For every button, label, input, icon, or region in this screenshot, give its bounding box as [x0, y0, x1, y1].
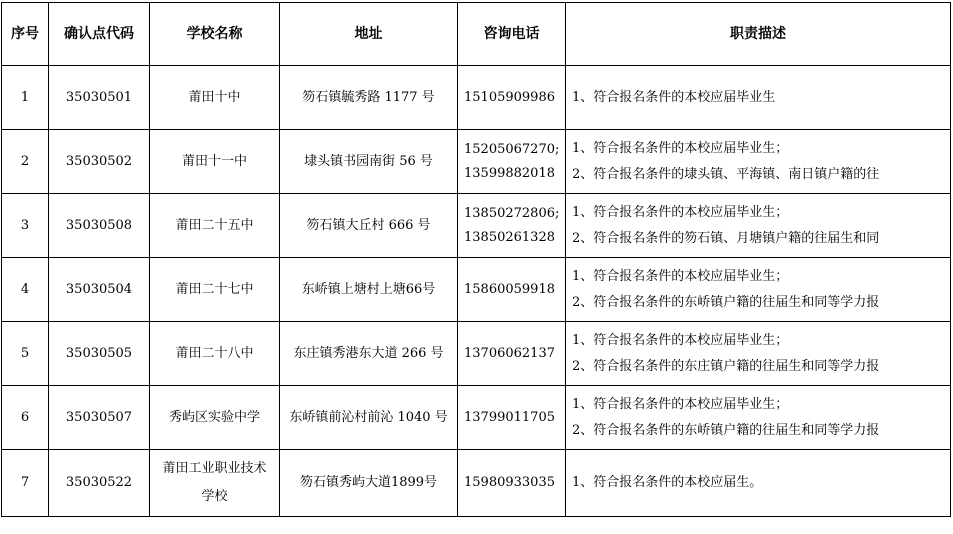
- header-address: 地址: [280, 3, 458, 66]
- table-row: [2, 130, 951, 194]
- cell-seq: 7: [2, 450, 49, 517]
- cell-seq: 5: [2, 322, 49, 386]
- cell-phone: 13850272806;13850261328: [458, 194, 566, 258]
- cell-code: 35030505: [49, 322, 150, 386]
- cell-seq: 2: [2, 130, 49, 194]
- cell-phone: 13799011705: [458, 386, 566, 450]
- cell-seq: 4: [2, 258, 49, 322]
- header-seq: 序号: [2, 3, 49, 66]
- cell-duty: [566, 258, 951, 322]
- cell-phone: 15980933035: [458, 450, 566, 517]
- cell-code: 35030508: [49, 194, 150, 258]
- cell-address: 东庄镇秀港东大道 266 号: [280, 322, 458, 386]
- cell-address: 东峤镇前沁村前沁 1040 号: [280, 386, 458, 450]
- cell-address: 笏石镇秀屿大道1899号: [280, 450, 458, 517]
- duty-line: 2、符合报名条件的埭头镇、平海镇、南日镇户籍的往: [572, 166, 880, 182]
- cell-school: 莆田工业职业技术学校: [150, 450, 280, 517]
- cell-seq: 3: [2, 194, 49, 258]
- cell-duty: [566, 322, 951, 386]
- duty-line: 1、符合报名条件的本校应届毕业生；: [572, 268, 789, 284]
- header-duty: 职责描述: [566, 3, 951, 66]
- table-header-row: [2, 3, 951, 66]
- duty-line: 2、符合报名条件的东峤镇户籍的往届生和同等学力报: [572, 422, 880, 438]
- cell-address: 笏石镇毓秀路 1177 号: [280, 66, 458, 130]
- duty-line: 1、符合报名条件的本校应届毕业生；: [572, 396, 789, 412]
- header-code: 确认点代码: [49, 3, 150, 66]
- enrollment-confirmation-table: [1, 2, 951, 517]
- cell-phone: 15860059918: [458, 258, 566, 322]
- duty-line: 1、符合报名条件的本校应届毕业生；: [572, 332, 789, 348]
- cell-address: 东峤镇上塘村上塘66号: [280, 258, 458, 322]
- header-school: 学校名称: [150, 3, 280, 66]
- cell-school: 莆田二十七中: [150, 258, 280, 322]
- cell-school: 莆田十中: [150, 66, 280, 130]
- cell-school: 莆田二十五中: [150, 194, 280, 258]
- cell-code: 35030522: [49, 450, 150, 517]
- cell-school: 莆田二十八中: [150, 322, 280, 386]
- cell-seq: 6: [2, 386, 49, 450]
- cell-phone: 13706062137: [458, 322, 566, 386]
- duty-line: 2、符合报名条件的东庄镇户籍的往届生和同等学力报: [572, 358, 880, 374]
- cell-duty: [566, 194, 951, 258]
- table-row: [2, 66, 951, 130]
- cell-code: 35030502: [49, 130, 150, 194]
- cell-phone: 15205067270;13599882018: [458, 130, 566, 194]
- duty-line: 1、符合报名条件的本校应届毕业生；: [572, 204, 789, 220]
- table-row: [2, 194, 951, 258]
- header-phone: 咨询电话: [458, 3, 566, 66]
- cell-address: 笏石镇大丘村 666 号: [280, 194, 458, 258]
- duty-line: 1、符合报名条件的本校应届生。: [572, 475, 763, 490]
- cell-school: 莆田十一中: [150, 130, 280, 194]
- duty-line: 1、符合报名条件的本校应届毕业生: [572, 89, 776, 105]
- cell-code: 35030507: [49, 386, 150, 450]
- table-row: [2, 322, 951, 386]
- cell-code: 35030501: [49, 66, 150, 130]
- duty-line: 2、符合报名条件的东峤镇户籍的往届生和同等学力报: [572, 294, 880, 310]
- cell-seq: 1: [2, 66, 49, 130]
- cell-phone: 15105909986: [458, 66, 566, 130]
- table-row: [2, 258, 951, 322]
- cell-code: 35030504: [49, 258, 150, 322]
- cell-school: 秀屿区实验中学: [150, 386, 280, 450]
- cell-duty: [566, 130, 951, 194]
- cell-duty: [566, 450, 951, 517]
- cell-duty: [566, 66, 951, 130]
- duty-line: 2、符合报名条件的笏石镇、月塘镇户籍的往届生和同: [572, 230, 880, 246]
- cell-address: 埭头镇书园南街 56 号: [280, 130, 458, 194]
- table-row: [2, 386, 951, 450]
- table-row: [2, 450, 951, 517]
- cell-duty: [566, 386, 951, 450]
- duty-line: 1、符合报名条件的本校应届毕业生；: [572, 140, 789, 156]
